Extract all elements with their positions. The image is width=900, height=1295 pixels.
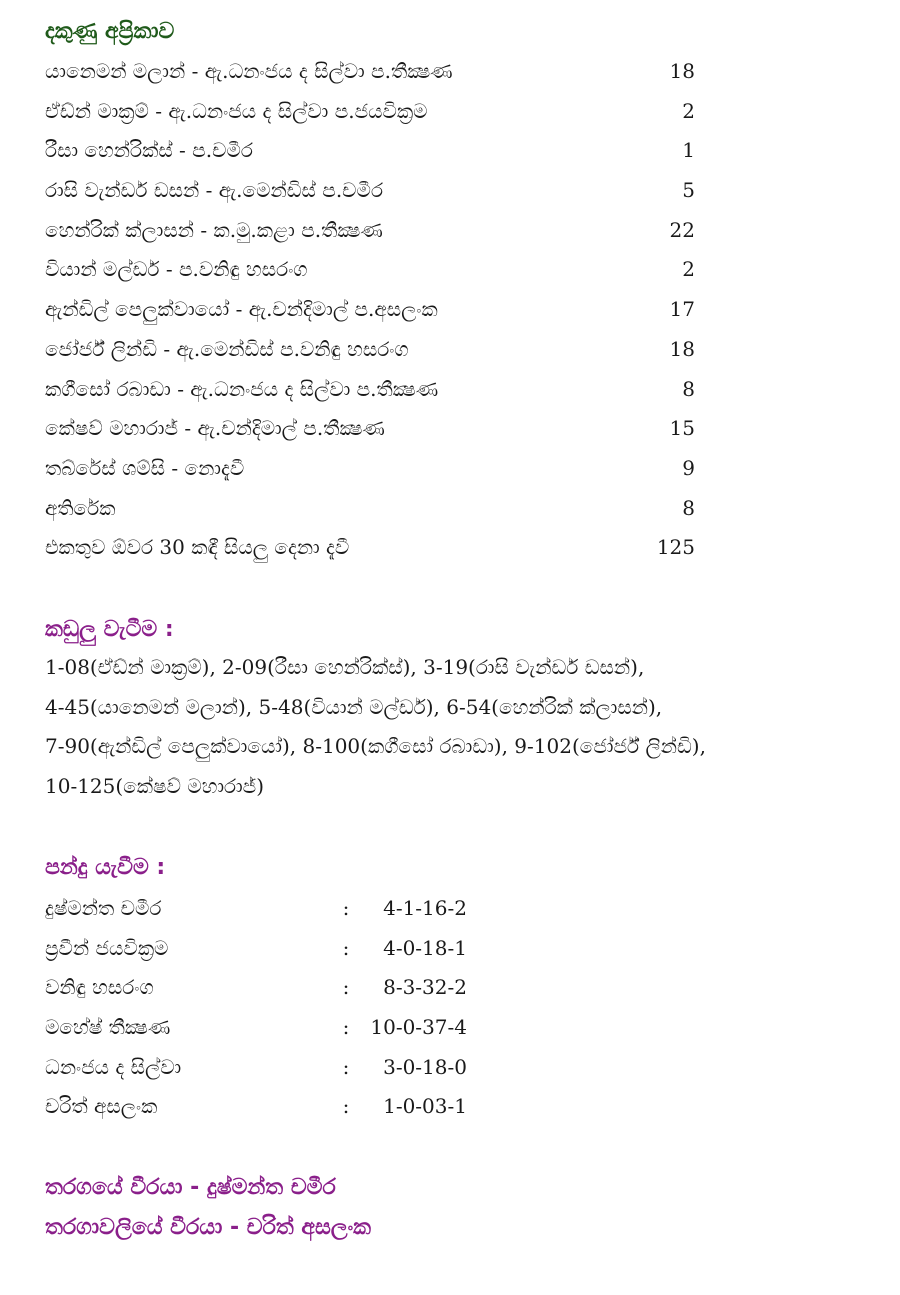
colon: : [342,896,350,920]
batting-runs: 15 [669,416,695,441]
bowling-row [45,1087,467,1127]
batting-row [45,92,695,132]
batting-runs: 8 [682,376,695,401]
batting-text: රීසා හෙන්රික්ස් - ප.චමීර [45,138,253,163]
colon: : [342,975,350,1000]
extras-row [45,489,695,529]
batting-row [45,370,695,410]
batting-runs: 17 [669,297,695,322]
batting-text: අතිරේක [45,495,116,520]
batting-row [45,131,695,171]
batting-text: ඇන්ඩිල් පෙලුක්වායෝ - ඇ.චන්දිමාල් ප.අසලංක [45,297,438,322]
fow-line: 4-45(යානෙමන් මලාන්), 5-48(වියාන් මල්ඩර්), 6-54(හෙන්රික් ක්ලාසන්), [45,694,663,719]
batting-text: එකතුව ඕවර 30 කඳී සියලු දෙනා දැවී [45,535,350,560]
bowling-figures: 8-3-32-2 [383,975,467,1000]
batting-runs: 9 [682,455,695,480]
bowling-row [45,929,467,969]
awards [45,1168,371,1248]
batting-text: තබ්රේස් ශම්සි - නොදැවී [45,455,245,480]
batting-text: රාසි වැන්ඩර් ඩසන් - ඇ.මෙන්ඩිස් ප.චමීර [45,178,384,203]
batting-runs: 2 [682,257,695,282]
bowler-name: චරිත් අසලංක [45,1094,158,1119]
batting-text: ජෝර්ජ් ලින්ඩි - ඇ.මෙන්ඩිස් ප.වනිඳු හසරංග [45,336,409,361]
bowling-row [45,889,467,929]
bowler-name: වනිඳු හසරංග [45,975,154,1000]
bowler-name: ධනංජය ද සිල්වා [45,1054,182,1079]
batting-text: කේෂව් මහාරාජ් - ඇ.චන්දිමාල් ප.තීක්‍ෂණ [45,416,385,441]
fow-line: 1-08(ඒඩ්න් මාක්‍රම්), 2-09(රීසා හෙන්රික්ස්), 3-19(රාසි වැන්ඩර් ඩසන්), [45,655,645,679]
batting-row [45,290,695,330]
bowling-figures: 4-0-18-1 [383,935,467,960]
batting-row [45,250,695,290]
total-row [45,528,695,568]
batting-text: වියාන් මල්ඩර් - ප.වනිඳු හසරංග [45,257,308,282]
player-of-series: තරගාවලියේ වීරයා - චරිත් අසලංක [45,1215,372,1240]
bowling-figures: 1-0-03-1 [383,1094,467,1119]
bowling-title: පන්දු යැවීම : [45,855,166,880]
batting-row [45,211,695,251]
batting-runs: 18 [669,336,695,361]
colon: : [342,1054,350,1079]
colon: : [342,935,350,960]
bowling-row [45,968,467,1008]
fall-of-wickets-list [45,648,706,807]
batting-runs: 5 [682,178,695,203]
batting-row [45,409,695,449]
batting-row [45,449,695,489]
fow-line: 10-125(කේෂව් මහාරාජ්) [45,774,265,799]
bowling-figures: 10-0-37-4 [370,1015,467,1040]
bowler-name: ප්‍රවීන් ජයවික්‍රම [45,935,169,960]
bowling-figures: 3-0-18-0 [383,1054,467,1079]
fall-of-wickets-title: කඩුලු වැටීම : [45,617,174,642]
bowling-figures: 4-1-16-2 [383,896,467,920]
bowler-name: මහේෂ් තීක්‍ෂණ [45,1015,171,1040]
batting-row [45,52,695,92]
batting-text: හෙන්රික් ක්ලාසන් - ක.මු.කළා ප.තීක්‍ෂණ [45,217,383,242]
batting-text: කගීසෝ රබාඩා - ඇ.ධනංජය ද සිල්වා ප.තීක්‍ෂණ [45,376,439,401]
batting-runs: 1 [682,138,695,163]
batting-row [45,330,695,370]
bowler-name: දුෂ්මන්ත චමීර [45,896,162,920]
batting-runs: 125 [656,535,695,560]
bowling-row [45,1048,467,1088]
batting-runs: 18 [669,59,695,83]
bowling-list [45,889,467,1127]
batting-runs: 22 [669,217,695,242]
batting-runs: 2 [682,98,695,123]
batting-list [45,52,695,568]
batting-text: ඒඩ්න් මාක්‍රම් - ඇ.ධනංජය ද සිල්වා ප.ජයවික්‍රම [45,98,428,123]
batting-title: දකුණු අප්‍රිකාව [45,19,175,44]
batting-text: යානෙමන් මලාන් - ඇ.ධනංජය ද සිල්වා ප.තීක්‍ෂණ [45,59,453,83]
colon: : [342,1094,350,1119]
colon: : [342,1015,350,1040]
bowling-row [45,1008,467,1048]
fow-line: 7-90(ඇන්ඩිල් පෙලුක්වායෝ), 8-100(කගීසෝ රබාඩා), 9-102(ජෝර්ජ් ලින්ඩි), [45,734,706,759]
batting-runs: 8 [682,495,695,520]
player-of-match: තරගයේ වීරයා - දුෂ්මන්ත චමීර [45,1175,336,1200]
batting-row [45,171,695,211]
